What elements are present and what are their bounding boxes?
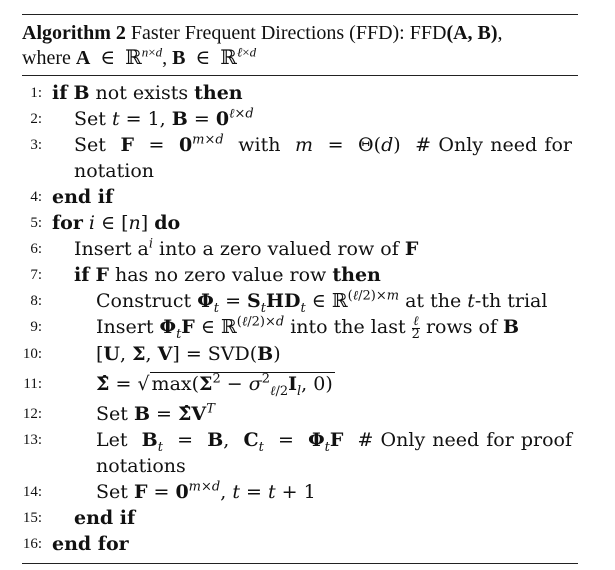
line-text: [U, Σ, V] = SVD(B) [96,342,281,365]
line-5 [22,210,578,236]
line-number: 9: [30,319,42,335]
line-1 [22,80,578,106]
line-number: 5: [30,215,42,231]
line-2 [22,106,578,132]
line-text: Let $B_t = B$, $C_t = \Phi_tF$ # Only need for proof notations [96,428,573,477]
algorithm-block [22,14,578,564]
line-number: 1: [30,85,42,101]
line-15 [22,505,578,531]
line-number: 15: [22,509,42,526]
line-number: 12: [22,405,42,422]
line-text: end for [52,532,129,555]
line-8 [22,288,578,314]
line-number: 10: [22,345,42,362]
line-number: 16: [22,535,42,552]
line-number: 7: [30,267,42,283]
algorithm-caption [22,15,578,71]
line-text: Set $F = 0^{m\times d}$, t = t + 1 [96,479,316,503]
line-number: 14: [22,483,42,500]
line-number: 2: [30,111,42,127]
line-12 [22,401,578,427]
line-text: Set $B = \SigmâV^T$ [96,401,215,425]
line-text: if B not exists then [52,82,243,104]
line-number: 6: [30,241,42,257]
line-9 [22,314,578,341]
line-10 [22,341,578,367]
line-11 [22,367,578,401]
line-13 [22,427,578,479]
algorithm-lines [22,76,578,557]
line-number: 4: [30,189,42,205]
caption-label: Algorithm 2 [22,22,126,44]
line-4 [22,184,578,210]
line-number: 11: [23,375,42,392]
line-text: Set $F = 0^{m\times d}$ with m = Θ(d) # Only need for notation [74,132,572,182]
bottom-rule [22,563,578,564]
caption-domain: where A ∈ ℝ$^{n\times d}$, B ∈ ℝ$^{\ell\times d}$ [22,44,257,69]
line-text: Insert $\Phi_tF$ ∈ ℝ$^{(\ell/2)\times d}$ into the last $\frac{\text{ℓ}}{2}$ rows of B [96,313,520,342]
line-6 [22,236,578,262]
line-text: Insert $a^i$ into a zero valued row of F [74,236,419,260]
line-3 [22,132,578,184]
line-number: 8: [30,293,42,309]
line-16 [22,531,578,557]
line-number: 13: [22,431,42,448]
line-text: Construct $\Phi_t = S_tHD_t$ ∈ ℝ$^{(\ell/2)\times m}$ at the t-th trial [96,288,548,316]
caption-title: Faster Frequent Directions (FFD): FFD(A, B), [130,22,503,44]
line-text: if F has no zero value row then [74,264,381,286]
line-text: end if [52,186,114,208]
line-7 [22,262,578,288]
line-text: end if [74,506,136,529]
line-14 [22,479,578,505]
line-text: Σ̂ = √ $\max(\Sigma^2 - \sigma^2_{\ell/2}I_l$, 0) [96,371,333,399]
line-number: 3: [30,137,42,153]
line-text: for i ∈ [n] do [52,212,181,234]
line-text: Set t = 1, $B = 0^{\ell\times d}$ [74,106,254,130]
